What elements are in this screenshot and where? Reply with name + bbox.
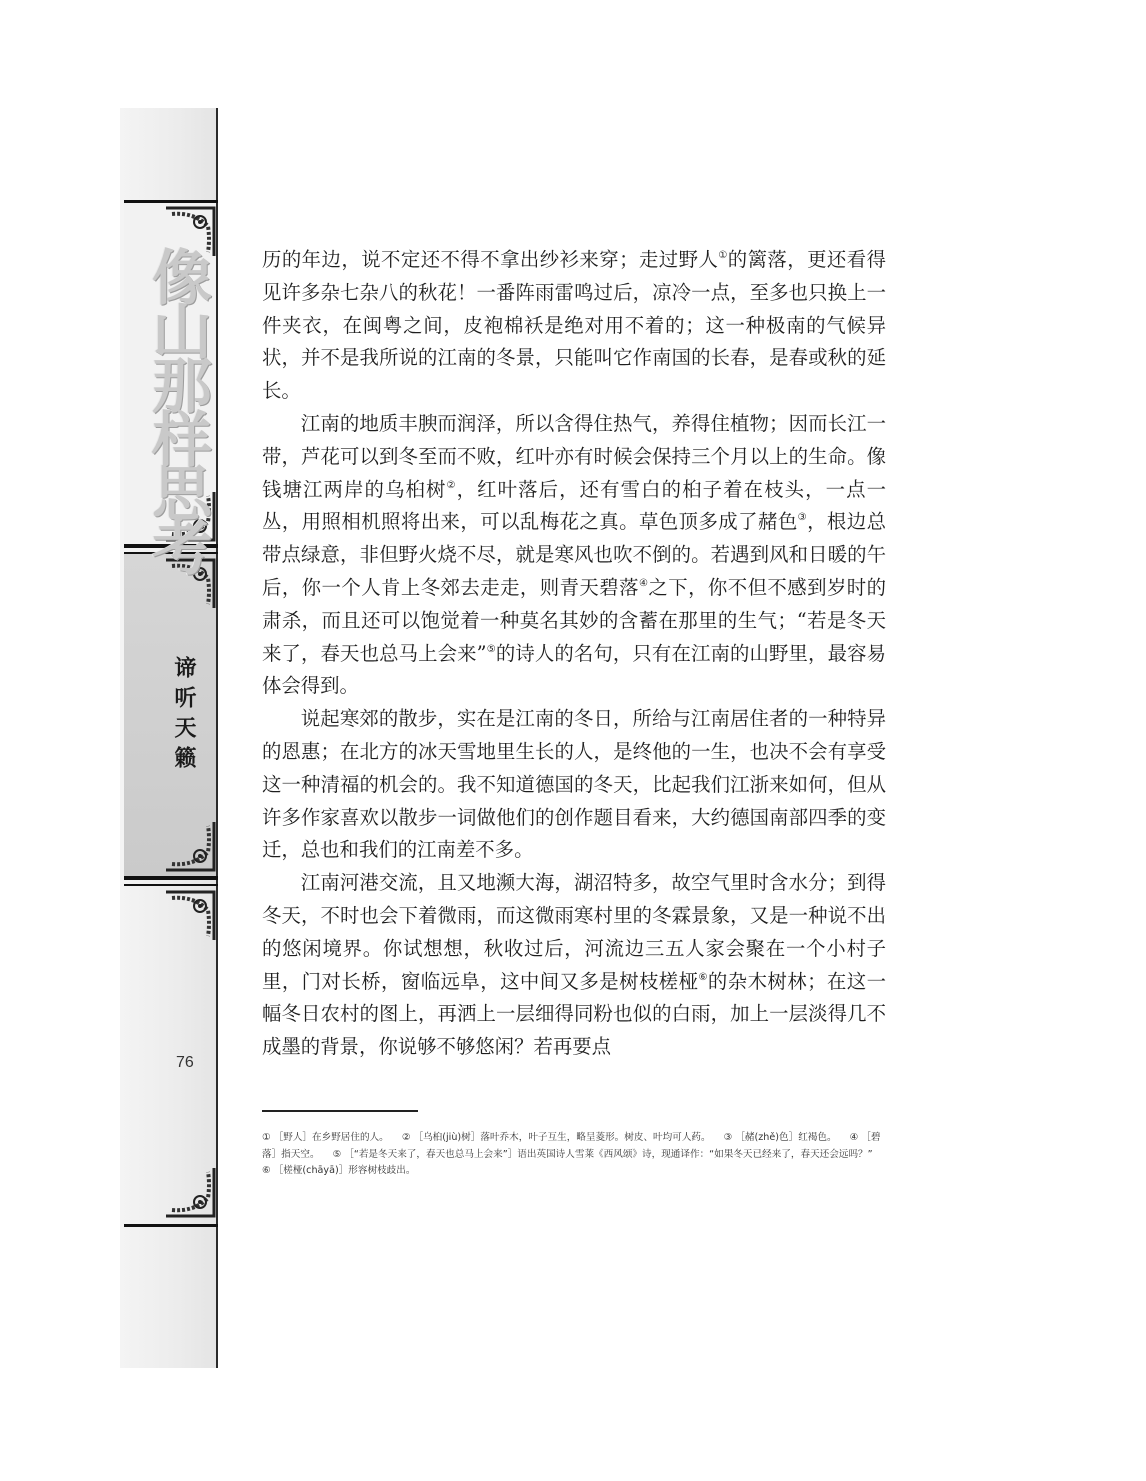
note-marker-3: ③ [797,512,808,524]
note-marker-1: ① [718,250,728,261]
footnote-6: ⑥ ［槎桠(chāyā)］形容树枝歧出。 [262,1165,416,1176]
text-run: 历的年边，说不定还不得不拿出纱衫来穿；走过野人 [262,248,719,271]
footnotes [262,1130,886,1180]
footnote-2: ② ［乌桕(jiù)树］落叶乔木，叶子互生，略呈菱形。树皮、叶均可人药。 [401,1132,711,1143]
chapter-bottom-rule [124,876,218,880]
margin-vertical-rule [216,108,218,1368]
paragraph-2 [262,408,886,703]
note-marker-4: ④ [638,577,649,589]
text-run: ，根边总带点绿意，非但野火烧不尽，就是寒风也吹不倒的。若遇到风和日暖的午后，你一个人肯上冬郊去走走，则青天碧落 [262,510,887,599]
note-marker-5: ⑤ [486,643,496,655]
text-run: 江南河港交流，且又地濒大海，湖沼特多，故空气里时含水分；到得冬天，不时也会下着微雨，而这微雨寒村里的冬霖景象，又是一种说不出的悠闲境界。你试想想，秋收过后，河流边三五人家会聚在一个小村子里，门对长桥，窗临远阜，这中间又多是树枝槎桠 [262,871,886,993]
chapter-bottom-rule-thin [124,884,218,886]
corner-ornament-icon [164,890,216,942]
note-marker-6: ⑥ [698,971,708,983]
body-text [262,244,886,1064]
text-run: 的诗人的名句，只有在江南的山野里，最容易体会得到。 [262,641,886,698]
paragraph-3 [262,703,886,867]
chapter-title: 谛听天籁 [171,656,197,776]
band-top-rule [124,200,218,203]
corner-ornament-icon [164,1166,216,1218]
footnote-5: ⑤ ［“若是冬天来了，春天也总马上会来”］语出英国诗人雪莱《西风颂》诗，现通译作：“如果冬天已经来了，春天还会远吗？” [332,1148,873,1160]
footnote-4: ④ ［碧落］指天空。 [262,1132,881,1160]
text-run: 的篱落，更还看得见许多杂七杂八的秋花！一番阵雨雷鸣过后，凉冷一点，至多也只换上一件夹衣，在闽粤之间，皮袍棉袄是绝对用不着的；这一种极南的气候异状，并不是我所说的江南的冬景，只能叫它作南国的长春，是春或秋的延长。 [262,248,887,403]
footnote-line [262,1163,886,1180]
footnote-line [262,1130,886,1163]
text-run: 的杂木树林；在这一幅冬日农村的图上，再洒上一层细得同粉也似的白雨，加上一层淡得几不成墨的背景，你说够不够悠闲？若再要点 [262,969,887,1059]
series-title: 像山那样思考 [142,246,212,570]
bottom-rule [124,1224,218,1227]
footnote-1: ① ［野人］在乡野居住的人。 [262,1132,389,1143]
paragraph-4 [262,867,886,1064]
text-run: ，红叶落后，还有雪白的桕子着在枝头，一点一丛，用照相机照将出来，可以乱梅花之真。草色顶多成了赭色 [262,477,887,534]
paragraph-1 [262,244,886,408]
text-run: 江南的地质丰腴而润泽，所以含得住热气，养得住植物；因而长江一带，芦花可以到冬至而不败，红叶亦有时候会保持三个月以上的生命。像钱塘江两岸的乌桕树 [262,411,886,501]
text-run: 之下，你不但不感到岁时的肃杀，而且还可以饱觉着一种莫名其妙的含蓄在那里的生气；“若是冬天来了，春天也总马上会来” [262,575,887,665]
footnote-divider [262,1110,418,1112]
page-number: 76 [176,1054,194,1071]
footnote-3: ③ ［赭(zhě)色］红褐色。 [723,1132,837,1143]
note-marker-2: ② [446,479,457,491]
text-run: 说起寒郊的散步，实在是江南的冬日，所给与江南居住者的一种特异的恩惠；在北方的冰天雪地里生长的人，是终他的一生，也决不会有享受这一种清福的机会的。我不知道德国的冬天，比起我们江浙来如何，但从许多作家喜欢以散步一词做他们的创作题目看来，大约德国南部四季的变迁，总也和我们的江南差不多。 [262,707,886,862]
corner-ornament-icon [164,820,216,872]
